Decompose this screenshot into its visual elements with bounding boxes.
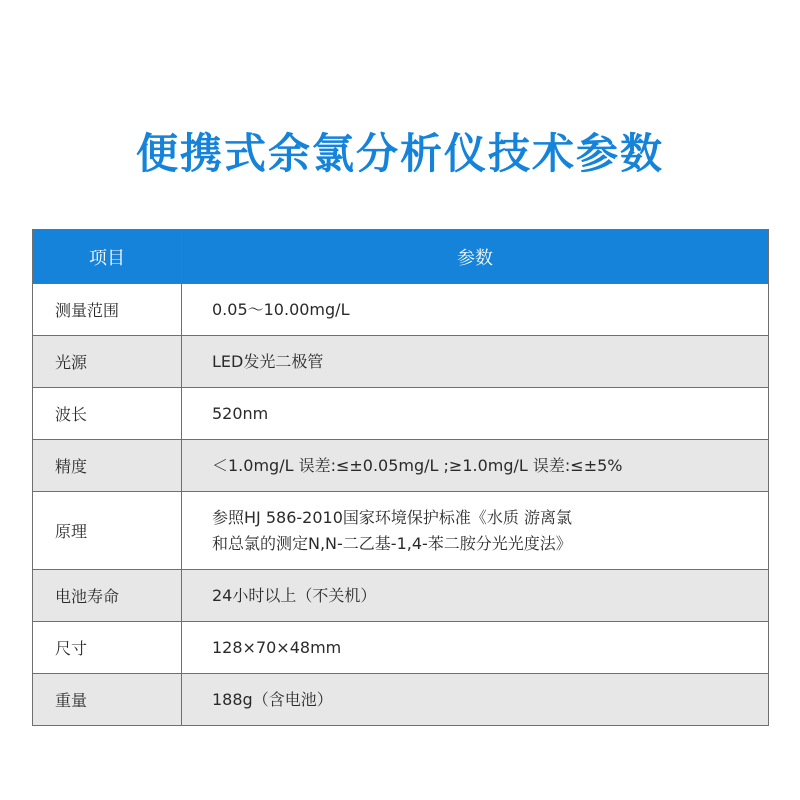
table-row <box>33 440 769 492</box>
row-value <box>182 492 769 570</box>
value-line: 参照HJ 586-2010国家环境保护标准《水质 游离氯 <box>212 507 572 527</box>
value-line: 520nm <box>212 403 269 423</box>
table-row <box>33 622 769 674</box>
row-value <box>182 674 769 726</box>
row-item: 重量 <box>33 674 182 726</box>
value-line: 0.05～10.00mg/L <box>212 299 350 319</box>
row-value <box>182 622 769 674</box>
row-item: 测量范围 <box>33 284 182 336</box>
row-item: 尺寸 <box>33 622 182 674</box>
row-item: 波长 <box>33 388 182 440</box>
row-value <box>182 284 769 336</box>
row-value <box>182 570 769 622</box>
table-header <box>33 230 769 284</box>
table-row <box>33 284 769 336</box>
value-line: 24小时以上（不关机） <box>212 585 377 605</box>
row-item: 原理 <box>33 492 182 570</box>
table-body <box>33 284 769 726</box>
row-value <box>182 336 769 388</box>
spec-table <box>32 229 769 726</box>
value-line: 128×70×48mm <box>212 637 342 657</box>
value-line: 188g（含电池） <box>212 689 333 709</box>
table-row <box>33 388 769 440</box>
page-title: 便携式余氯分析仪技术参数 <box>135 129 664 179</box>
header-row <box>33 230 769 284</box>
table-row <box>33 336 769 388</box>
header-param: 参数 <box>182 230 769 284</box>
row-item: 光源 <box>33 336 182 388</box>
row-value <box>182 440 769 492</box>
value-line: LED发光二极管 <box>212 351 324 371</box>
table-row <box>33 492 769 570</box>
value-line: 和总氯的测定N,N-二乙基-1,4-苯二胺分光光度法》 <box>212 533 572 553</box>
header-item: 项目 <box>33 230 182 284</box>
row-item: 精度 <box>33 440 182 492</box>
row-item: 电池寿命 <box>33 570 182 622</box>
table-row <box>33 674 769 726</box>
value-line: ＜1.0mg/L 误差:≤±0.05mg/L ;≥1.0mg/L 误差:≤±5% <box>212 455 623 475</box>
table-row <box>33 570 769 622</box>
row-value <box>182 388 769 440</box>
